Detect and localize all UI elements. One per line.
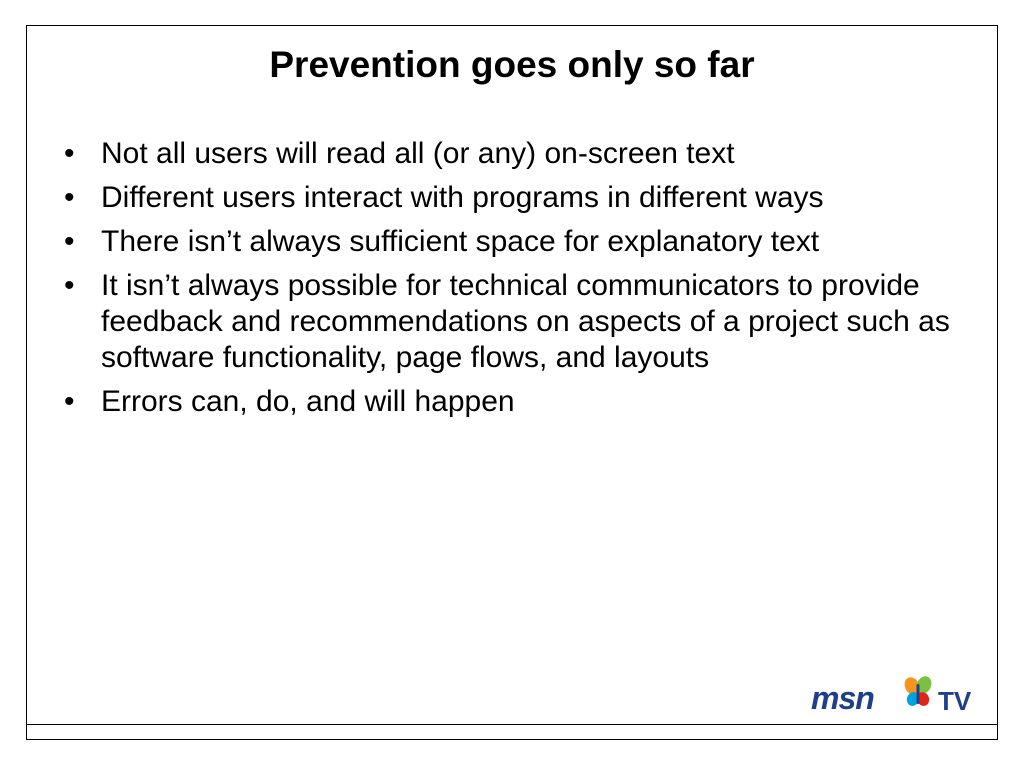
bullet-marker: • xyxy=(64,269,75,302)
bullet-item xyxy=(52,136,972,172)
footer-divider xyxy=(27,724,997,725)
bullet-text: Different users interact with programs in different ways xyxy=(101,181,824,214)
bullet-text: It isn’t always possible for technical communicators to provide feedback and recommendations on aspects of a project such as software functionality, page flows, and layouts xyxy=(101,269,950,374)
msn-butterfly-icon xyxy=(901,676,935,710)
logo-suffix: TV xyxy=(938,686,972,716)
bullet-marker: • xyxy=(64,181,75,214)
bullet-marker: • xyxy=(64,137,75,170)
slide-title: Prevention goes only so far xyxy=(269,44,755,85)
logo-wordmark: msn xyxy=(811,680,874,716)
bullet-list xyxy=(52,136,972,428)
bullet-item xyxy=(52,224,972,260)
msn-tv-logo xyxy=(811,676,976,720)
bullet-text: Not all users will read all (or any) on-screen text xyxy=(101,137,735,170)
bullet-marker: • xyxy=(64,225,75,258)
bullet-marker: • xyxy=(64,385,75,418)
bullet-text: There isn’t always sufficient space for explanatory text xyxy=(101,225,820,258)
bullet-text: Errors can, do, and will happen xyxy=(101,385,515,418)
bullet-item xyxy=(52,384,972,420)
bullet-item xyxy=(52,268,972,376)
bullet-item xyxy=(52,180,972,216)
